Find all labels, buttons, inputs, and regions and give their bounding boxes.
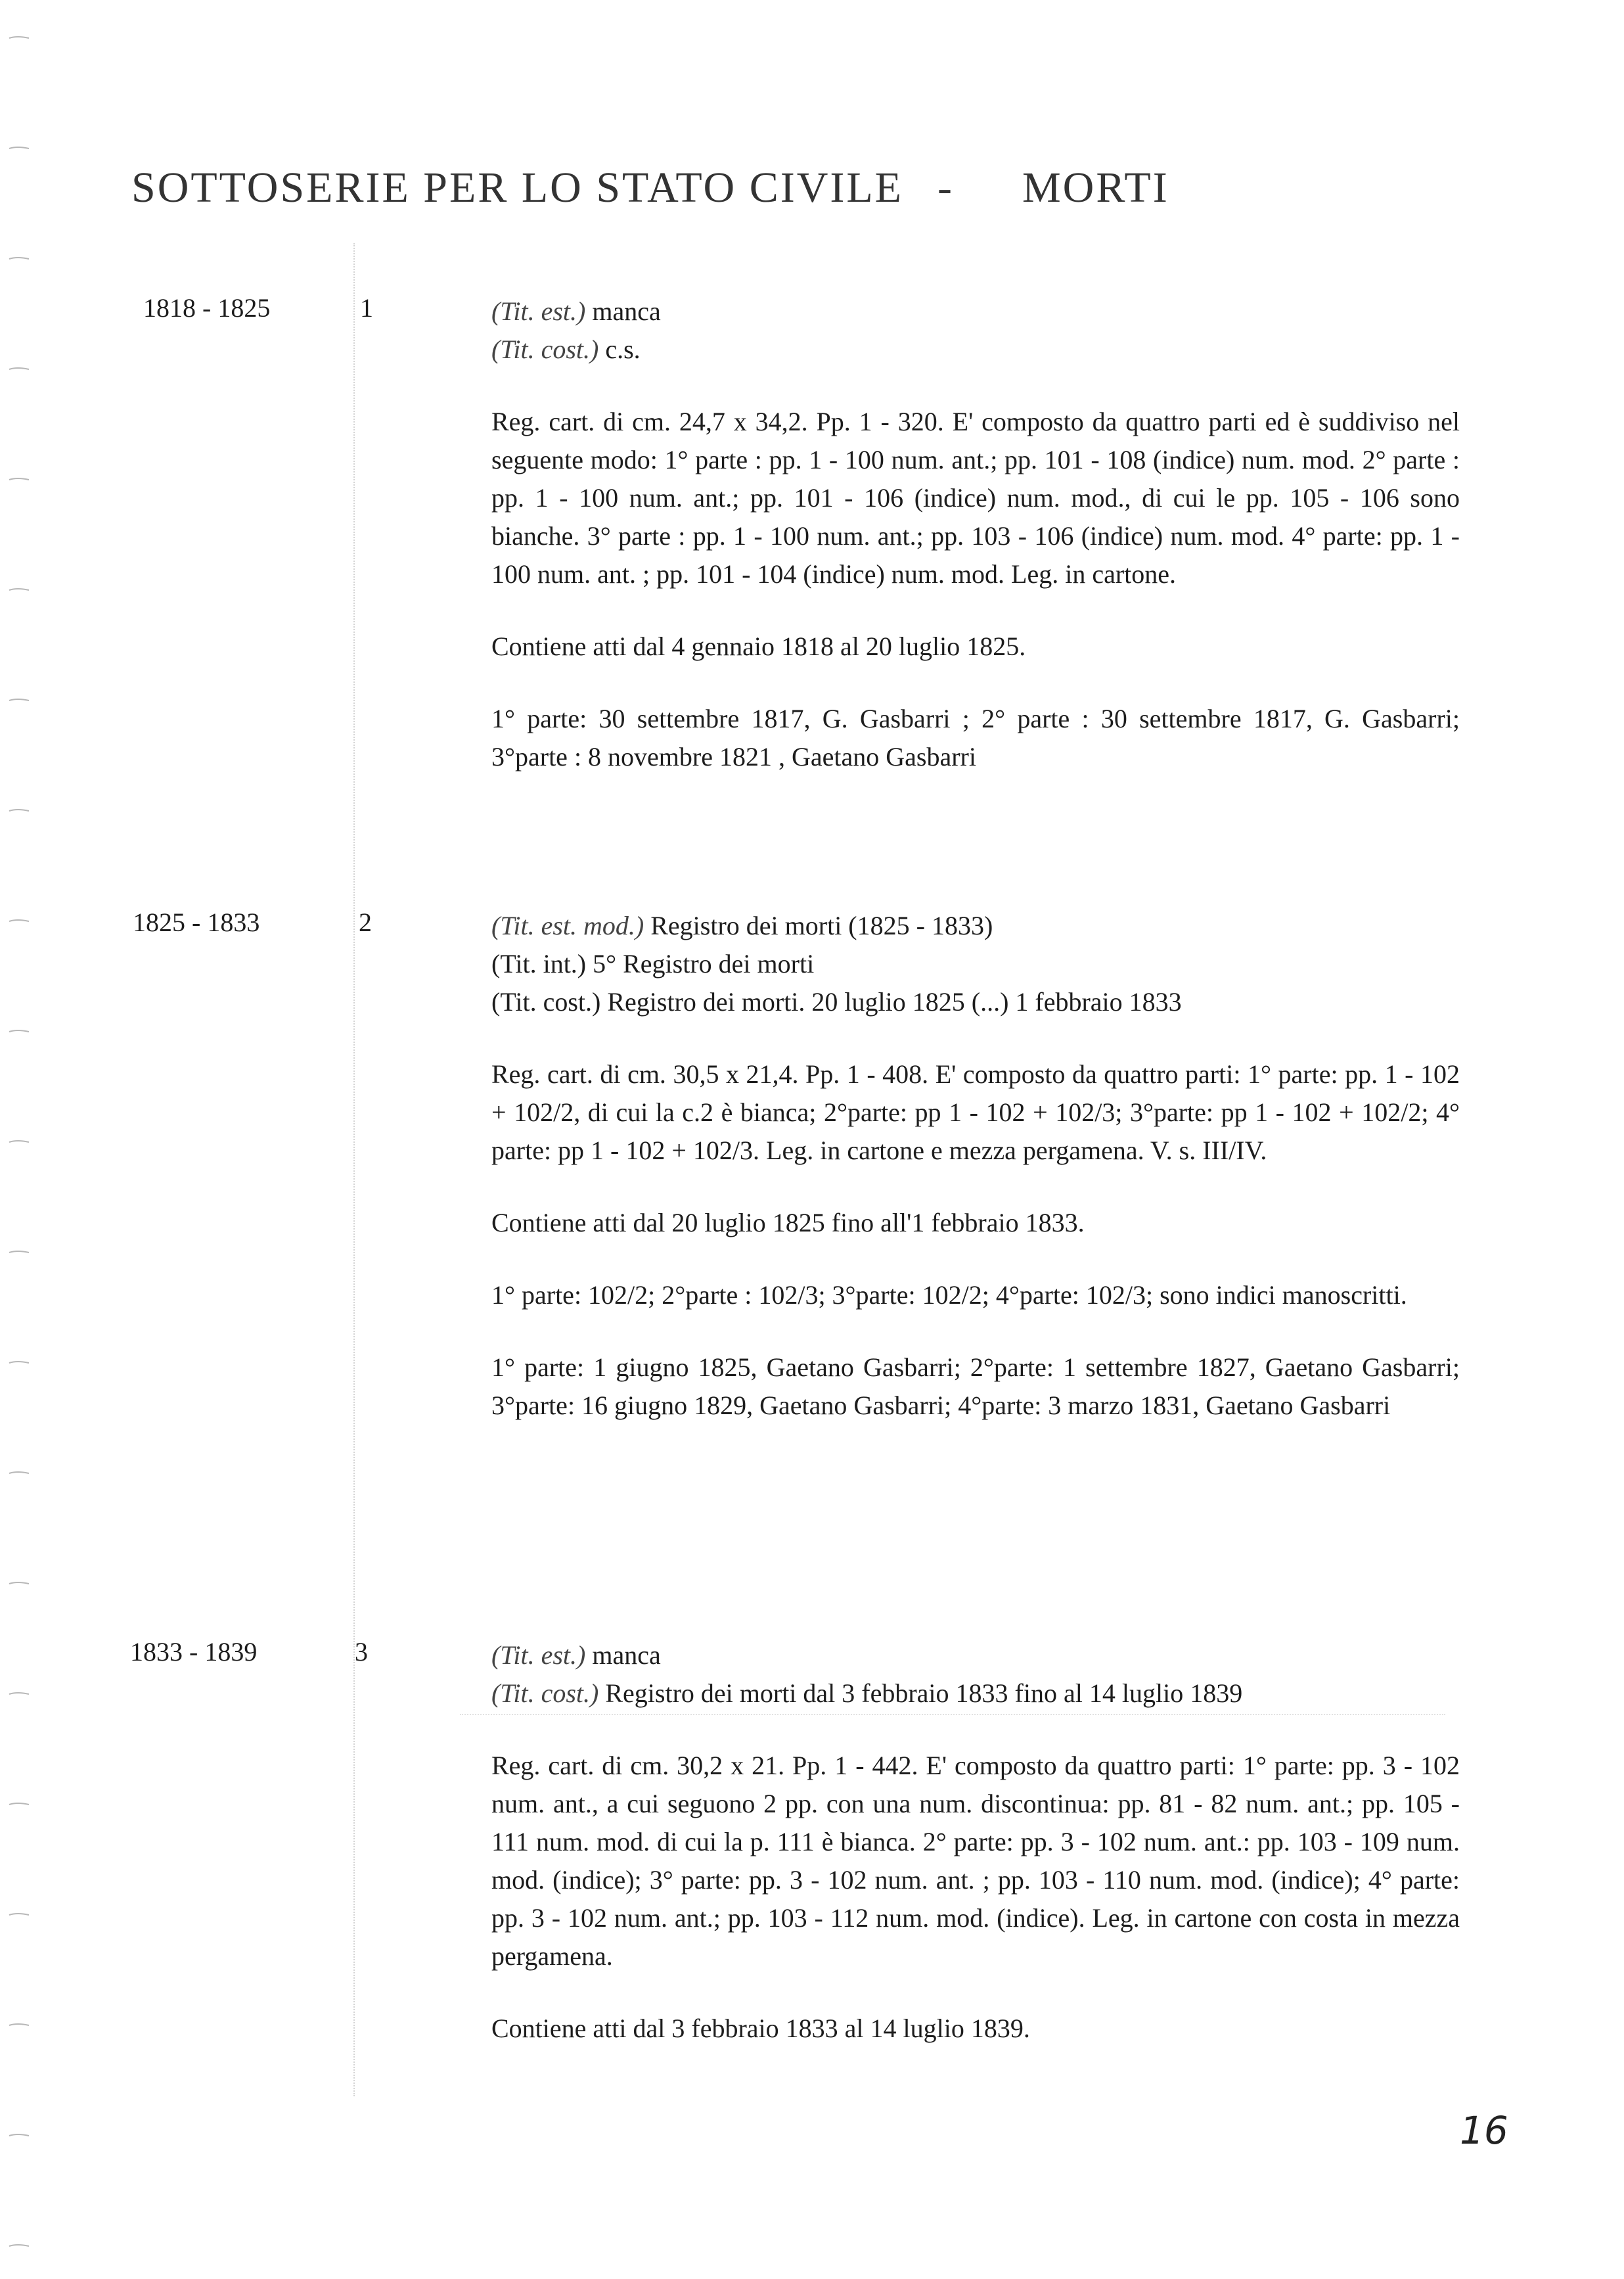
page-title [131,163,1169,213]
entry-years: 1833 - 1839 [130,1637,258,1667]
title-line [491,292,1460,331]
title-line [491,907,1460,945]
date-range: Contiene atti dal 20 luglio 1825 fino all'1 febbraio 1833. [491,1208,1085,1237]
title-series: SOTTOSERIE PER LO STATO CIVILE [131,164,903,212]
title-text: Registro dei morti (1825 - 1833) [650,911,993,940]
title-label: (Tit. cost.) [491,334,599,364]
entry-number: 3 [355,1637,368,1667]
title-label: (Tit. est.) [491,296,586,326]
title-label: (Tit. est.) [491,1640,586,1670]
entry-description [491,907,1460,1425]
title-text: manca [592,1640,661,1670]
index-notes: 1° parte: 102/2; 2°parte : 102/3; 3°parte: 102/2; 4°parte: 102/3; sono indici manoscritti. [491,1280,1407,1310]
title-text: Registro dei morti. 20 luglio 1825 (...) 1 febbraio 1833 [607,987,1182,1017]
entry-years: 1825 - 1833 [133,908,260,937]
title-label: (Tit. int.) [491,949,587,978]
date-range: Contiene atti dal 3 febbraio 1833 al 14 luglio 1839. [491,2014,1030,2043]
title-text: c.s. [605,334,641,364]
title-line [491,983,1460,1021]
title-separator: - [937,164,954,212]
physical-description: Reg. cart. di cm. 24,7 x 34,2. Pp. 1 - 320. E' composto da quattro parti ed è suddiviso nel seguente modo: 1° parte : pp. 1 - 100 num. ant.; pp. 101 - 108 (indice) num. mod. 2° parte : pp. 1 - 100 num. ant.; pp. 101 - 106 (indice) num. mod., di cui le pp. 105 - 106 sono bianche. 3° parte : pp. 1 - 100 num. ant.; pp. 103 - 106 (indice) num. mod. 4° parte: pp. 1 - 100 num. ant. ; pp. 101 - 104 (indice) num. mod. Leg. in cartone. [491,407,1460,589]
entry-number: 2 [359,908,372,937]
title-label: (Tit. cost.) [491,1678,599,1708]
date-range: Contiene atti dal 4 gennaio 1818 al 20 luglio 1825. [491,632,1026,661]
title-label: (Tit. cost.) [491,987,601,1017]
entry-description [491,1636,1460,2048]
title-category: MORTI [1022,164,1169,212]
title-text: manca [592,296,661,326]
title-label: (Tit. est. mod.) [491,911,644,940]
entry-years: 1818 - 1825 [143,293,271,323]
signatures: 1° parte: 1 giugno 1825, Gaetano Gasbarri; 2°parte: 1 settembre 1827, Gaetano Gasbarri; 3°parte: 16 giugno 1829, Gaetano Gasbarri; 4°parte: 3 marzo 1831, Gaetano Gasbarri [491,1352,1460,1420]
physical-description: Reg. cart. di cm. 30,2 x 21. Pp. 1 - 442. E' composto da quattro parti: 1° parte: pp. 3 - 102 num. ant., a cui seguono 2 pp. con una num. discontinua: pp. 81 - 82 num. ant.; pp. 105 - 111 num. mod. di cui la p. 111 è bianca. 2° parte: pp. 3 - 102 num. ant.: pp. 103 - 109 num. mod. (indice); 3° parte: pp. 3 - 102 num. ant. ; pp. 103 - 110 num. mod. (indice); 4° parte: pp. 3 - 102 num. ant.; pp. 103 - 112 num. mod. (indice). Leg. in cartone con costa in mezza pergamena. [491,1751,1460,1971]
signatures: 1° parte: 30 settembre 1817, G. Gasbarri ; 2° parte : 30 settembre 1817, G. Gasbarri; 3°parte : 8 novembre 1821 , Gaetano Gasbarri [491,704,1460,771]
title-line [491,1636,1460,1674]
faint-rule [460,1714,1445,1715]
title-line [491,1674,1460,1713]
entry-number: 1 [360,293,373,323]
title-text: 5° Registro dei morti [593,949,815,978]
column-divider [353,243,355,2096]
page-number: 16 [1460,2108,1508,2153]
title-line [491,945,1460,983]
physical-description: Reg. cart. di cm. 30,5 x 21,4. Pp. 1 - 408. E' composto da quattro parti: 1° parte: pp. 1 - 102 + 102/2, di cui la c.2 è bianca; 2°parte: pp 1 - 102 + 102/3; 3°parte: pp 1 - 102 + 102/2; 4° parte: pp 1 - 102 + 102/3. Leg. in cartone e mezza pergamena. V. s. III/IV. [491,1059,1460,1165]
entry-description [491,292,1460,776]
binding-margin-marks [0,0,39,2279]
title-text: Registro dei morti dal 3 febbraio 1833 fino al 14 luglio 1839 [605,1678,1243,1708]
title-line [491,331,1460,369]
